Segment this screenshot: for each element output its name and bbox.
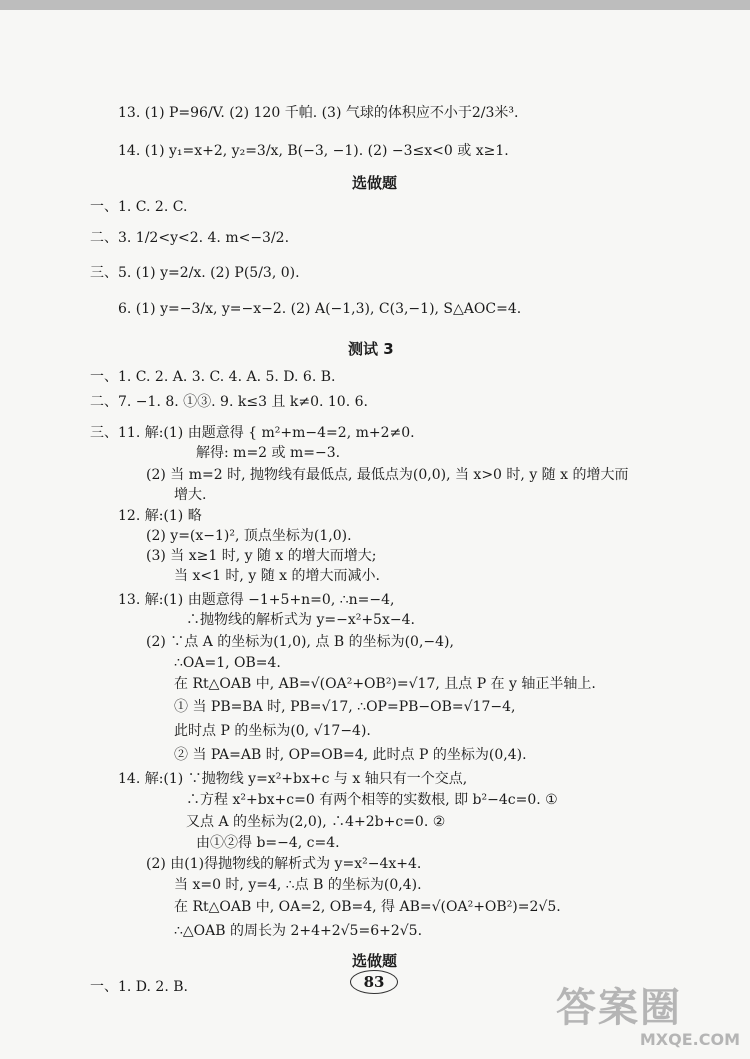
answer-14-line: 14. (1) y₁=x+2, y₂=3/x, B(−3, −1). (2) −3≤x<0 或 x≥1.: [118, 143, 509, 159]
optional-solve-5-line: 三、5. (1) y=2/x. (2) P(5/3, 0).: [90, 265, 300, 281]
answer-13-case-1-point: 此时点 P 的坐标为(0, √17−4).: [174, 723, 371, 739]
answer-13-part-1: 13. 解:(1) 由题意得 −1+5+n=0, ∴n=−4,: [118, 592, 395, 608]
answer-12-line: 12. 解:(1) 略: [118, 508, 202, 524]
watermark-cn: 答案圈: [556, 985, 682, 1031]
answer-12-part-2: (2) y=(x−1)², 顶点坐标为(1,0).: [146, 528, 352, 544]
answer-14-part-2: (2) 由(1)得抛物线的解析式为 y=x²−4x+4.: [146, 856, 422, 872]
answer-13-case-2: ② 当 PA=AB 时, OP=OB=4, 此时点 P 的坐标为(0,4).: [174, 747, 527, 763]
answer-13-line: 13. (1) P=96/V. (2) 120 千帕. (3) 气球的体积应不小于2/3米³.: [118, 105, 519, 121]
optional-choice-line-2: 一、1. D. 2. B.: [90, 979, 188, 995]
watermark-en: MXQE.COM: [639, 1030, 740, 1049]
optional-heading-2: 选做题: [352, 952, 398, 970]
answer-12-part-3-cont: 当 x<1 时, y 随 x 的增大而减小.: [174, 568, 380, 584]
answer-13-case-1: ① 当 PB=BA 时, PB=√17, ∴OP=PB−OB=√17−4,: [174, 699, 516, 715]
answer-13-parabola: ∴抛物线的解析式为 y=−x²+5x−4.: [186, 612, 415, 628]
answer-13-ab: 在 Rt△OAB 中, AB=√(OA²+OB²)=√17, 且点 P 在 y 轴正半轴上.: [174, 676, 596, 692]
answer-11-solution: 解得: m=2 或 m=−3.: [196, 445, 341, 461]
answer-11-line: 三、11. 解:(1) 由题意得 { m²+m−4=2, m+2≠0.: [90, 425, 415, 441]
answer-12-part-3: (3) 当 x≥1 时, y 随 x 的增大而增大;: [146, 548, 377, 564]
optional-fill-line: 二、3. 1/2<y<2. 4. m<−3/2.: [90, 230, 290, 246]
answer-14-equation: ∴方程 x²+bx+c=0 有两个相等的实数根, 即 b²−4c=0. ①: [186, 792, 558, 808]
answer-14-perimeter: ∴△OAB 的周长为 2+4+2√5=6+2√5.: [174, 923, 423, 939]
choice-answers-line: 一、1. C. 2. A. 3. C. 4. A. 5. D. 6. B.: [90, 369, 336, 385]
optional-choice-line: 一、1. C. 2. C.: [90, 199, 188, 215]
answer-14-result: 由①②得 b=−4, c=4.: [196, 835, 340, 851]
answer-11-part-2: (2) 当 m=2 时, 抛物线有最低点, 最低点为(0,0), 当 x>0 时, y 随 x 的增大而: [146, 467, 629, 483]
answer-14-part-1: 14. 解:(1) ∵抛物线 y=x²+bx+c 与 x 轴只有一个交点,: [118, 771, 468, 787]
answer-13-oa-ob: ∴OA=1, OB=4.: [174, 655, 281, 671]
answer-11-part-2-cont: 增大.: [174, 487, 207, 503]
test-3-heading: 测试 3: [348, 340, 394, 358]
watermark: [556, 986, 746, 1056]
page-number: 83: [350, 970, 398, 994]
fill-answers-line: 二、7. −1. 8. ①③. 9. k≤3 且 k≠0. 10. 6.: [90, 394, 368, 410]
answer-14-point-a: 又点 A 的坐标为(2,0), ∴4+2b+c=0. ②: [186, 814, 446, 830]
answer-14-point-b: 当 x=0 时, y=4, ∴点 B 的坐标为(0,4).: [174, 877, 422, 893]
optional-heading-1: 选做题: [352, 174, 398, 192]
optional-solve-6-line: 6. (1) y=−3/x, y=−x−2. (2) A(−1,3), C(3,−1), S△AOC=4.: [118, 301, 522, 317]
answer-13-part-2: (2) ∵点 A 的坐标为(1,0), 点 B 的坐标为(0,−4),: [146, 634, 454, 650]
answer-14-ab: 在 Rt△OAB 中, OA=2, OB=4, 得 AB=√(OA²+OB²)=2√5.: [174, 899, 561, 915]
